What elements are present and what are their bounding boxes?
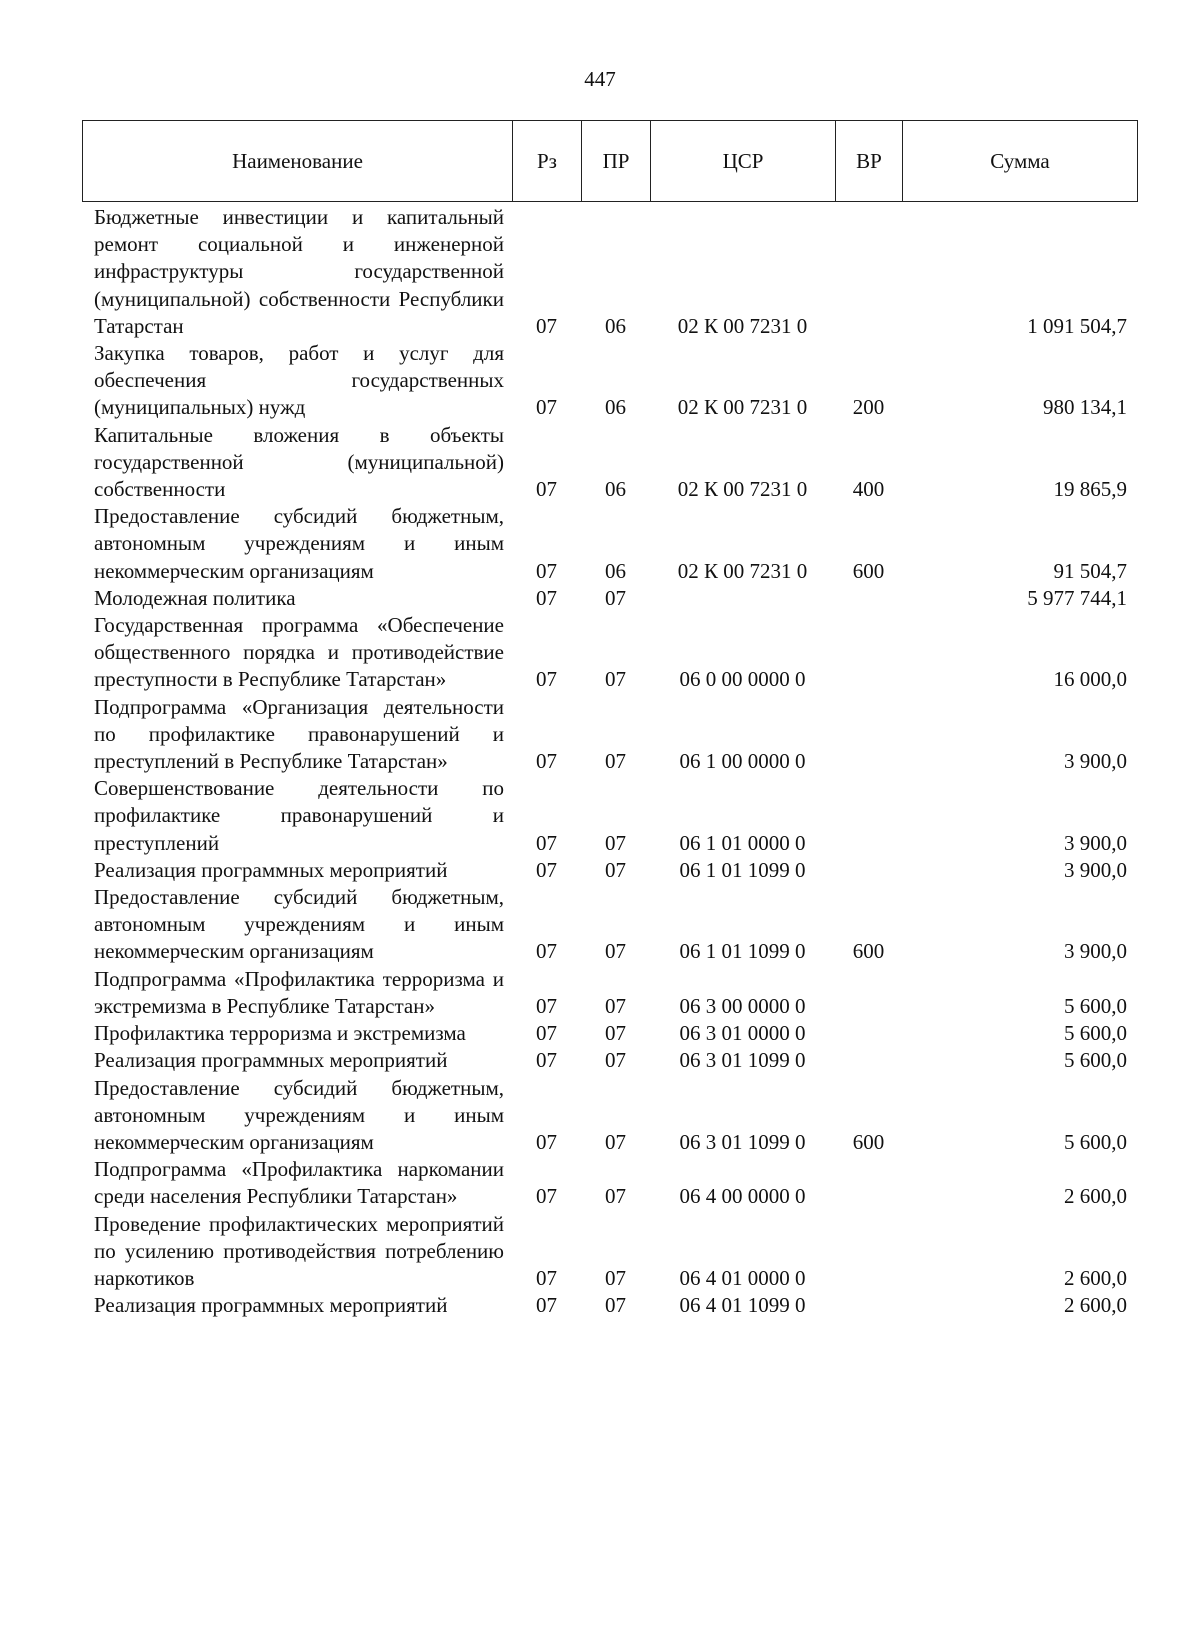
row-name-cell [82, 694, 512, 776]
row-name-cell [82, 585, 512, 612]
table-row [82, 1020, 1137, 1047]
row-rz-cell: 07 [536, 749, 557, 774]
table-header [82, 120, 1138, 202]
row-rz-cell: 07 [536, 1129, 557, 1154]
row-vr-cell [835, 612, 902, 694]
row-rz-cell: 07 [536, 939, 557, 964]
row-csr-cell: 02 К 00 7231 0 [677, 395, 808, 420]
row-pr-cell: 07 [605, 749, 626, 774]
row-name-text: Подпрограмма «Профилактика терроризма и экстремизма в Республике Татарстан» [94, 966, 504, 1018]
row-rz-cell: 07 [536, 585, 557, 610]
row-pr-cell: 07 [605, 1265, 626, 1290]
row-rz-cell: 07 [536, 1265, 557, 1290]
table-row [82, 1211, 1137, 1293]
table-row [82, 1292, 1137, 1319]
row-csr-cell: 06 1 01 1099 0 [679, 857, 806, 882]
row-vr-cell: 200 [852, 395, 885, 420]
table-row [82, 503, 1137, 585]
row-name-cell [82, 1211, 512, 1293]
row-sum-cell: 91 504,7 [1053, 558, 1127, 583]
table-row [82, 340, 1137, 422]
row-pr-cell: 07 [605, 857, 626, 882]
column-header-sum: Сумма [903, 121, 1138, 202]
column-header-rz: Рз [513, 121, 582, 202]
row-vr-cell [835, 1211, 902, 1293]
row-name-cell [82, 857, 512, 884]
table-row [82, 884, 1137, 966]
row-csr-cell: 06 3 01 1099 0 [679, 1129, 806, 1154]
row-vr-cell [835, 1156, 902, 1210]
row-name-text: Государственная программа «Обеспечение общественного порядка и противодействие преступности в Республике Татарстан» [94, 613, 504, 692]
row-name-text: Совершенствование деятельности по профилактике правонарушений и преступлений [94, 776, 504, 855]
row-name-text: Подпрограмма «Организация деятельности по профилактике правонарушений и преступлений в Республике Татарстан» [94, 694, 504, 774]
column-header-vr: ВР [836, 121, 903, 202]
row-name-cell [82, 422, 512, 504]
table-row [82, 966, 1137, 1020]
row-pr-cell: 06 [605, 477, 626, 502]
row-name-cell [82, 1292, 512, 1319]
row-name-cell [82, 966, 512, 1020]
row-sum-cell: 980 134,1 [1043, 395, 1127, 420]
row-sum-cell: 3 900,0 [1064, 939, 1127, 964]
row-name-text: Бюджетные инвестиции и капитальный ремонт социальной и инженерной инфраструктуры государственной (муниципальной) собственности Республики Татарстан [94, 205, 504, 338]
table-row [82, 1156, 1137, 1210]
row-pr-cell: 06 [605, 558, 626, 583]
row-rz-cell: 07 [536, 857, 557, 882]
row-rz-cell: 07 [536, 313, 557, 338]
row-vr-cell [835, 775, 902, 857]
row-name-text: Подпрограмма «Профилактика наркомании среди населения Республики Татарстан» [94, 1157, 504, 1209]
row-name-text: Профилактика терроризма и экстремизма [94, 1021, 466, 1046]
row-vr-cell [835, 1292, 902, 1319]
row-name-cell [82, 340, 512, 422]
row-csr-cell: 02 К 00 7231 0 [677, 558, 808, 583]
row-vr-cell: 600 [852, 1129, 885, 1154]
row-vr-cell [835, 204, 902, 340]
row-sum-cell: 16 000,0 [1053, 667, 1127, 692]
row-sum-cell: 5 977 744,1 [1027, 585, 1127, 610]
table-row [82, 1047, 1137, 1074]
row-csr-cell: 06 4 00 0000 0 [679, 1184, 806, 1209]
row-rz-cell: 07 [536, 1048, 557, 1073]
row-name-cell [82, 884, 512, 966]
table-row [82, 585, 1137, 612]
row-name-cell [82, 1156, 512, 1210]
page-number: 447 [584, 67, 616, 91]
row-csr-cell: 06 1 01 0000 0 [679, 830, 806, 855]
column-header-name: Наименование [83, 121, 513, 202]
row-rz-cell: 07 [536, 558, 557, 583]
row-name-cell [82, 503, 512, 585]
column-header-csr: ЦСР [651, 121, 836, 202]
row-vr-cell [835, 694, 902, 776]
row-csr-cell: 06 4 01 0000 0 [679, 1265, 806, 1290]
row-rz-cell: 07 [536, 477, 557, 502]
row-sum-cell: 2 600,0 [1064, 1265, 1127, 1290]
table-row [82, 422, 1137, 504]
table-row [82, 694, 1137, 776]
row-sum-cell: 5 600,0 [1064, 993, 1127, 1018]
row-rz-cell: 07 [536, 667, 557, 692]
row-name-text: Закупка товаров, работ и услуг для обеспечения государственных (муниципальных) нужд [94, 341, 504, 420]
row-name-text: Предоставление субсидий бюджетным, автономным учреждениям и иным некоммерческим организациям [94, 504, 504, 583]
table-row [82, 1075, 1137, 1157]
row-csr-cell: 02 К 00 7231 0 [677, 477, 808, 502]
budget-table-body [82, 204, 1137, 1319]
row-pr-cell: 06 [605, 395, 626, 420]
row-csr-cell: 06 4 01 1099 0 [679, 1293, 806, 1318]
row-sum-cell: 5 600,0 [1064, 1048, 1127, 1073]
table-row [82, 775, 1137, 857]
row-sum-cell: 2 600,0 [1064, 1293, 1127, 1318]
row-name-cell [82, 775, 512, 857]
row-sum-cell: 5 600,0 [1064, 1129, 1127, 1154]
row-pr-cell: 07 [605, 939, 626, 964]
row-rz-cell: 07 [536, 993, 557, 1018]
row-rz-cell: 07 [536, 1184, 557, 1209]
row-name-cell [82, 1047, 512, 1074]
row-sum-cell: 2 600,0 [1064, 1184, 1127, 1209]
row-name-text: Реализация программных мероприятий [94, 1293, 448, 1318]
row-vr-cell: 600 [852, 939, 885, 964]
row-csr-cell [650, 585, 835, 612]
row-pr-cell: 07 [605, 1048, 626, 1073]
row-vr-cell: 600 [852, 558, 885, 583]
row-csr-cell: 06 3 01 0000 0 [679, 1021, 806, 1046]
row-name-cell [82, 1020, 512, 1047]
row-csr-cell: 06 1 01 1099 0 [679, 939, 806, 964]
row-name-text: Реализация программных мероприятий [94, 857, 448, 882]
row-sum-cell: 3 900,0 [1064, 749, 1127, 774]
table-row [82, 612, 1137, 694]
row-csr-cell: 06 0 00 0000 0 [679, 667, 806, 692]
row-name-text: Молодежная политика [94, 585, 296, 610]
column-header-pr: ПР [582, 121, 651, 202]
row-pr-cell: 07 [605, 830, 626, 855]
row-vr-cell [835, 585, 902, 612]
row-name-cell [82, 204, 512, 340]
row-rz-cell: 07 [536, 1021, 557, 1046]
budget-table [82, 204, 1137, 1319]
row-name-text: Капитальные вложения в объекты государственной (муниципальной) собственности [94, 422, 504, 502]
row-sum-cell: 19 865,9 [1053, 477, 1127, 502]
row-name-text: Проведение профилактических мероприятий по усилению противодействия потреблению наркотиков [94, 1211, 504, 1290]
row-pr-cell: 07 [605, 1021, 626, 1046]
row-csr-cell: 06 3 00 0000 0 [679, 993, 806, 1018]
row-pr-cell: 07 [605, 993, 626, 1018]
row-name-text: Реализация программных мероприятий [94, 1048, 448, 1073]
table-row [82, 204, 1137, 340]
table-row [82, 857, 1137, 884]
row-vr-cell: 400 [852, 477, 885, 502]
row-csr-cell: 02 К 00 7231 0 [677, 313, 808, 338]
row-pr-cell: 07 [605, 1129, 626, 1154]
row-vr-cell [835, 857, 902, 884]
row-pr-cell: 07 [605, 585, 626, 610]
row-sum-cell: 1 091 504,7 [1027, 313, 1127, 338]
row-sum-cell: 5 600,0 [1064, 1021, 1127, 1046]
row-pr-cell: 07 [605, 1184, 626, 1209]
row-vr-cell [835, 1047, 902, 1074]
row-rz-cell: 07 [536, 395, 557, 420]
row-rz-cell: 07 [536, 1293, 557, 1318]
row-vr-cell [835, 966, 902, 1020]
row-sum-cell: 3 900,0 [1064, 830, 1127, 855]
row-csr-cell: 06 1 00 0000 0 [679, 749, 806, 774]
row-name-cell [82, 1075, 512, 1157]
row-pr-cell: 06 [605, 313, 626, 338]
row-csr-cell: 06 3 01 1099 0 [679, 1048, 806, 1073]
row-sum-cell: 3 900,0 [1064, 857, 1127, 882]
row-name-cell [82, 612, 512, 694]
row-name-text: Предоставление субсидий бюджетным, автономным учреждениям и иным некоммерческим организациям [94, 885, 504, 964]
row-rz-cell: 07 [536, 830, 557, 855]
row-pr-cell: 07 [605, 1293, 626, 1318]
row-name-text: Предоставление субсидий бюджетным, автономным учреждениям и иным некоммерческим организациям [94, 1075, 504, 1154]
row-vr-cell [835, 1020, 902, 1047]
row-pr-cell: 07 [605, 667, 626, 692]
